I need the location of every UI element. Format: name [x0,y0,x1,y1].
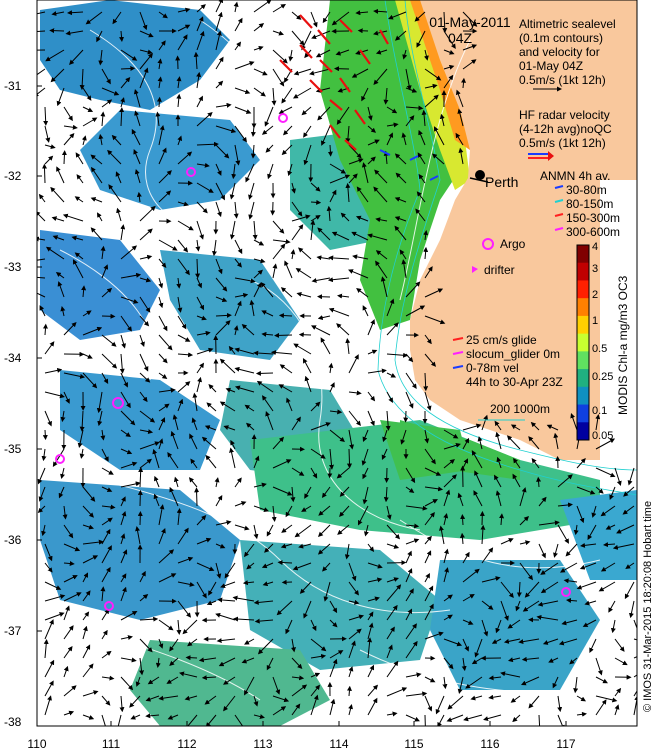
altimetry-legend-line: Altimetric sealevel [519,17,616,31]
anmn-legend-item: 30-80m [566,183,620,197]
velocity-arrow [34,31,45,32]
y-tick-label: -31 [4,79,21,93]
anmn-legend-item: 80-150m [566,197,620,211]
glider-legend-line: 25 cm/s glide [466,333,563,347]
velocity-arrow [45,326,46,335]
colorbar-segment [577,351,589,369]
glider-legend-line: 0-78m vel [466,361,563,375]
y-tick-label: -36 [4,533,21,547]
map-time: 04Z [420,30,500,46]
colorbar-segment [577,298,589,316]
x-tick-label: 117 [556,737,575,751]
velocity-arrow [349,449,350,467]
colorbar-segment [577,280,589,298]
anmn-title: ANMN 4h av. [540,169,610,183]
velocity-arrow [44,166,45,183]
y-tick-label: -38 [4,715,21,729]
altimetry-legend-line: 01-May 04Z [519,59,616,73]
colorbar-segment [577,316,589,334]
velocity-arrow [538,479,539,487]
velocity-arrow [64,152,65,164]
x-tick-label: 115 [404,737,423,751]
colorbar-segment [577,263,589,281]
radar-legend-line: (4-12h avg)noQC [519,122,612,136]
colorbar-segment [577,334,589,352]
anmn-legend-item: 150-300m [566,211,620,225]
y-tick-label: -32 [4,169,21,183]
x-tick-label: 114 [329,737,348,751]
velocity-arrow [462,516,463,525]
colorbar-segment [577,369,589,387]
depth-contour-label: 200 1000m [490,402,550,416]
velocity-arrow [311,202,319,203]
altimetry-legend-line: (0.1m contours) [519,31,616,45]
altimetry-legend-line: and velocity for [519,45,616,59]
glider-legend-line: 44h to 30-Apr 23Z [466,375,563,389]
y-tick-label: -34 [4,351,21,365]
argo-label: Argo [500,237,525,251]
velocity-arrow [188,658,198,659]
velocity-arrow [197,489,198,506]
colorbar-tick-label: 2 [592,289,598,301]
velocity-arrow [197,259,198,277]
y-tick-label: -35 [4,442,21,456]
perth-label: Perth [485,175,518,189]
x-tick-label: 113 [253,737,272,751]
anmn-legend [566,183,620,239]
velocity-arrow [51,31,64,32]
colorbar-tick-label: 0.05 [592,430,613,442]
colorbar-tick-label: 0.25 [592,371,613,383]
radar-legend-line: HF radar velocity [519,108,612,122]
velocity-arrow [425,715,426,735]
colorbar-segment [577,405,589,423]
altimetry-legend [519,17,616,87]
colorbar-title: MODIS Chl-a mg/m3 OC3 [616,276,630,415]
x-tick-label: 111 [102,737,120,751]
glider-legend [466,333,563,389]
y-tick-label: -37 [4,624,21,638]
drifter-label: drifter [484,263,515,277]
velocity-arrow [281,315,292,316]
velocity-arrow [280,562,293,563]
x-tick-label: 112 [177,737,196,751]
map-date: 01-May-2011 [420,14,520,30]
velocity-arrow [45,430,46,438]
velocity-arrow [276,335,292,336]
colorbar-segment [577,387,589,405]
colorbar-tick-label: 0.5 [592,343,607,355]
colorbar-tick-label: 4 [592,241,598,253]
y-tick-label: -33 [4,260,21,274]
velocity-arrow [159,99,160,107]
x-tick-label: 110 [27,737,46,751]
altimetry-legend-line: 0.5m/s (1kt 12h) [519,73,616,87]
radar-legend-line: 0.5m/s (1kt 12h) [519,136,612,150]
glider-legend-line: slocum_glider 0m [466,347,563,361]
velocity-arrow [121,68,133,69]
x-tick-label: 116 [480,737,499,751]
colorbar-tick-label: 3 [592,263,598,275]
velocity-arrow [258,373,273,374]
colorbar-segment [577,422,589,440]
velocity-arrow [349,688,350,696]
anmn-legend-item: 300-600m [566,225,620,239]
colorbar-segment [577,245,589,263]
credit-text: © IMOS 31-Mar-2015 18:20:08 Hobart time [642,501,654,712]
colorbar-tick-label: 0.1 [592,405,607,417]
colorbar-tick-label: 1 [592,315,598,327]
velocity-arrow [330,145,331,155]
radar-legend [519,108,612,150]
